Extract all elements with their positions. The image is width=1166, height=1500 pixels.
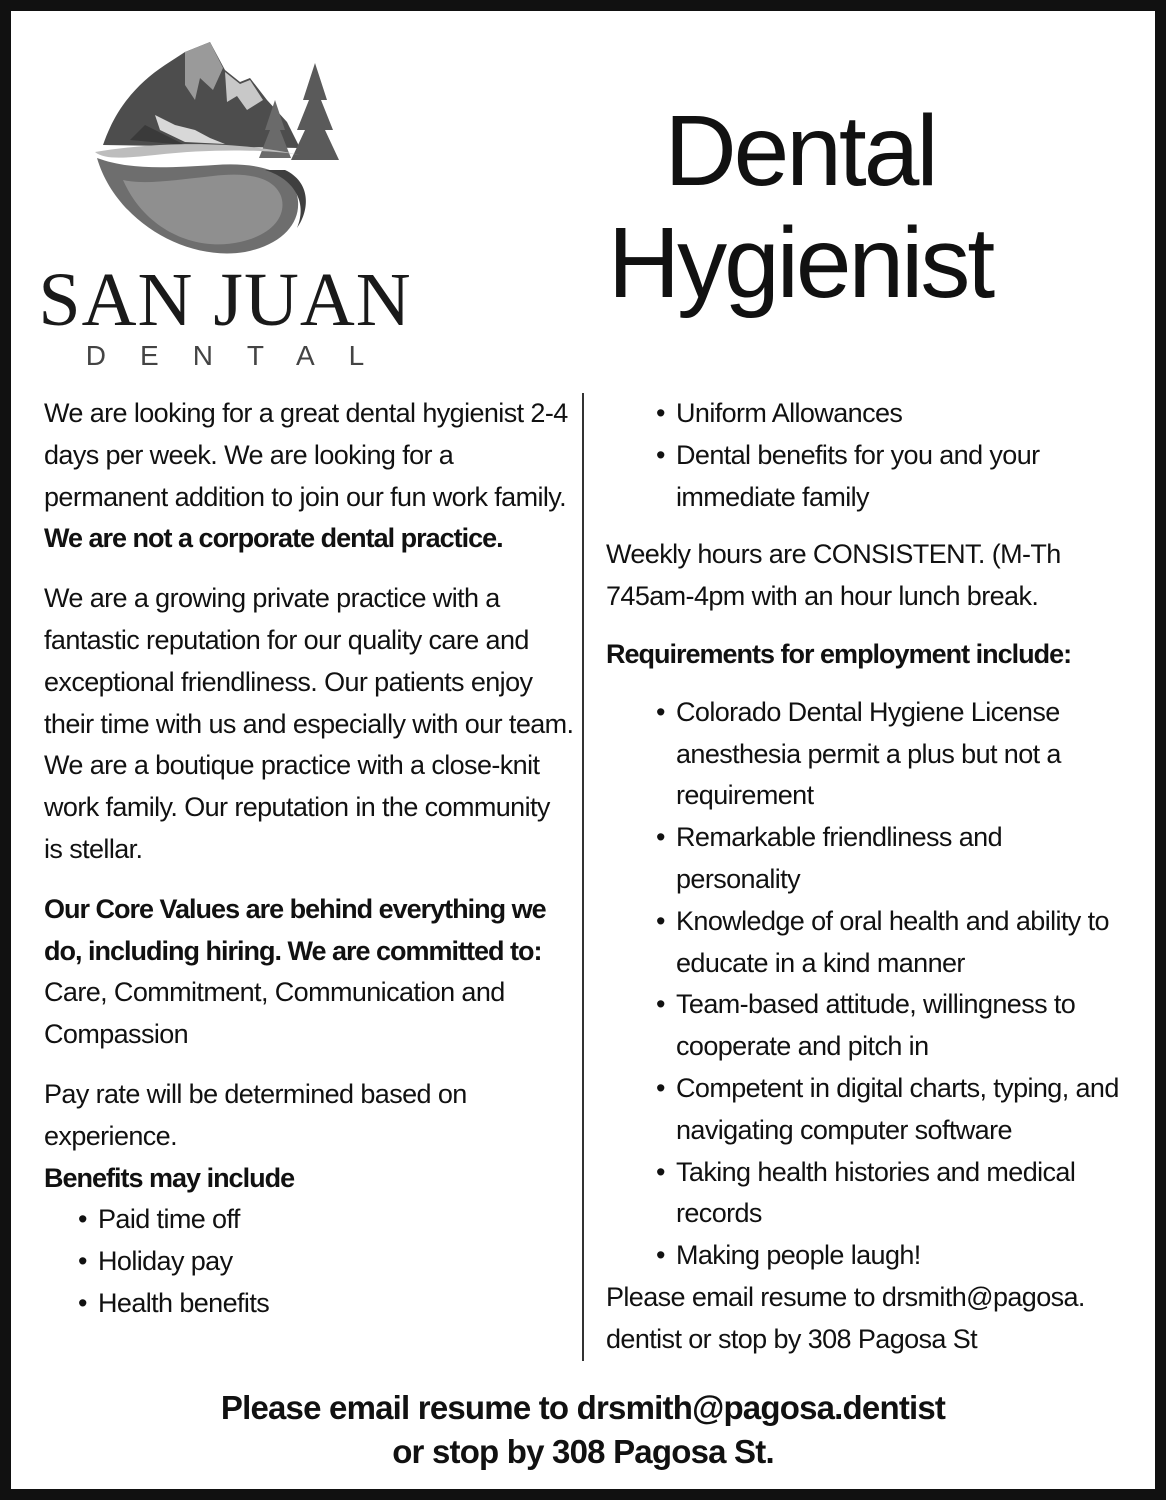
core-values-bold-text: Our Core Values are behind everything we do, including hiring. We are committed to: xyxy=(44,893,546,966)
headline xyxy=(560,95,1040,319)
footer-contact xyxy=(0,1386,1166,1474)
intro-bold-text: We are not a corporate dental practice. xyxy=(44,523,503,554)
contact-line-2: dentist or stop by 308 Pagosa St xyxy=(606,1323,978,1354)
requirement-item: • Team-based attitude, willingness to cooperate and pitch in xyxy=(644,984,1146,1068)
intro-paragraph xyxy=(44,393,574,560)
core-values-paragraph xyxy=(44,889,574,1056)
san-juan-dental-logo xyxy=(35,30,415,375)
requirements-list xyxy=(606,692,1126,1277)
headline-line-2: Hygienist xyxy=(607,207,993,319)
hours-paragraph: Weekly hours are CONSISTENT. (M-Th 745am-4pm with an hour lunch break. xyxy=(606,539,1061,612)
intro-text: We are looking for a great dental hygienist 2-4 days per week. We are looking for a permanent addition to join our fun work family. xyxy=(44,398,568,512)
pay-paragraph: Pay rate will be determined based on experience. xyxy=(44,1078,467,1151)
left-column xyxy=(44,393,574,1325)
benefit-item: • Dental benefits for you and your immediate family xyxy=(644,435,1096,519)
benefit-item: • Paid time off xyxy=(78,1199,574,1241)
benefits-heading: Benefits may include xyxy=(44,1162,295,1193)
benefits-continued-list xyxy=(606,393,1126,518)
benefit-item: • Holiday pay xyxy=(78,1241,574,1283)
footer-line-1: Please email resume to drsmith@pagosa.dentist xyxy=(220,1389,946,1426)
core-values-text: Care, Commitment, Communication and Compassion xyxy=(44,977,505,1050)
column-divider xyxy=(582,393,584,1361)
practice-paragraph: We are a growing private practice with a fantastic reputation for our quality care and exceptional friendliness. Our patients enjoy their time with us and especially with our team. We are a boutique practice with a close-knit work family. Our reputation in the community is stellar. xyxy=(44,583,574,864)
right-column xyxy=(606,393,1126,1361)
footer-line-2: or stop by 308 Pagosa St. xyxy=(392,1433,774,1470)
contact-line-1: Please email resume to drsmith@pagosa. xyxy=(606,1281,1085,1312)
logo-subtitle: DENTAL xyxy=(85,340,399,371)
requirements-heading: Requirements for employment include: xyxy=(606,638,1072,669)
benefit-item: • Health benefits xyxy=(78,1283,574,1325)
logo-name: SAN JUAN xyxy=(38,258,412,342)
requirement-item: • Competent in digital charts, typing, and navigating computer software xyxy=(644,1068,1146,1152)
mountain-lake-logo-icon xyxy=(35,30,415,270)
headline-line-1: Dental xyxy=(664,95,936,207)
benefit-item: • Uniform Allowances xyxy=(644,393,1126,435)
requirement-item: • Knowledge of oral health and ability to educate in a kind manner xyxy=(644,901,1146,985)
requirement-item: • Taking health histories and medical records xyxy=(644,1152,1136,1236)
requirement-item: • Making people laugh! xyxy=(644,1235,1126,1277)
requirement-item: • Colorado Dental Hygiene License anesthesia permit a plus but not a requirement xyxy=(644,692,1116,817)
benefits-list xyxy=(44,1199,574,1324)
requirement-item: • Remarkable friendliness and personality xyxy=(644,817,1056,901)
